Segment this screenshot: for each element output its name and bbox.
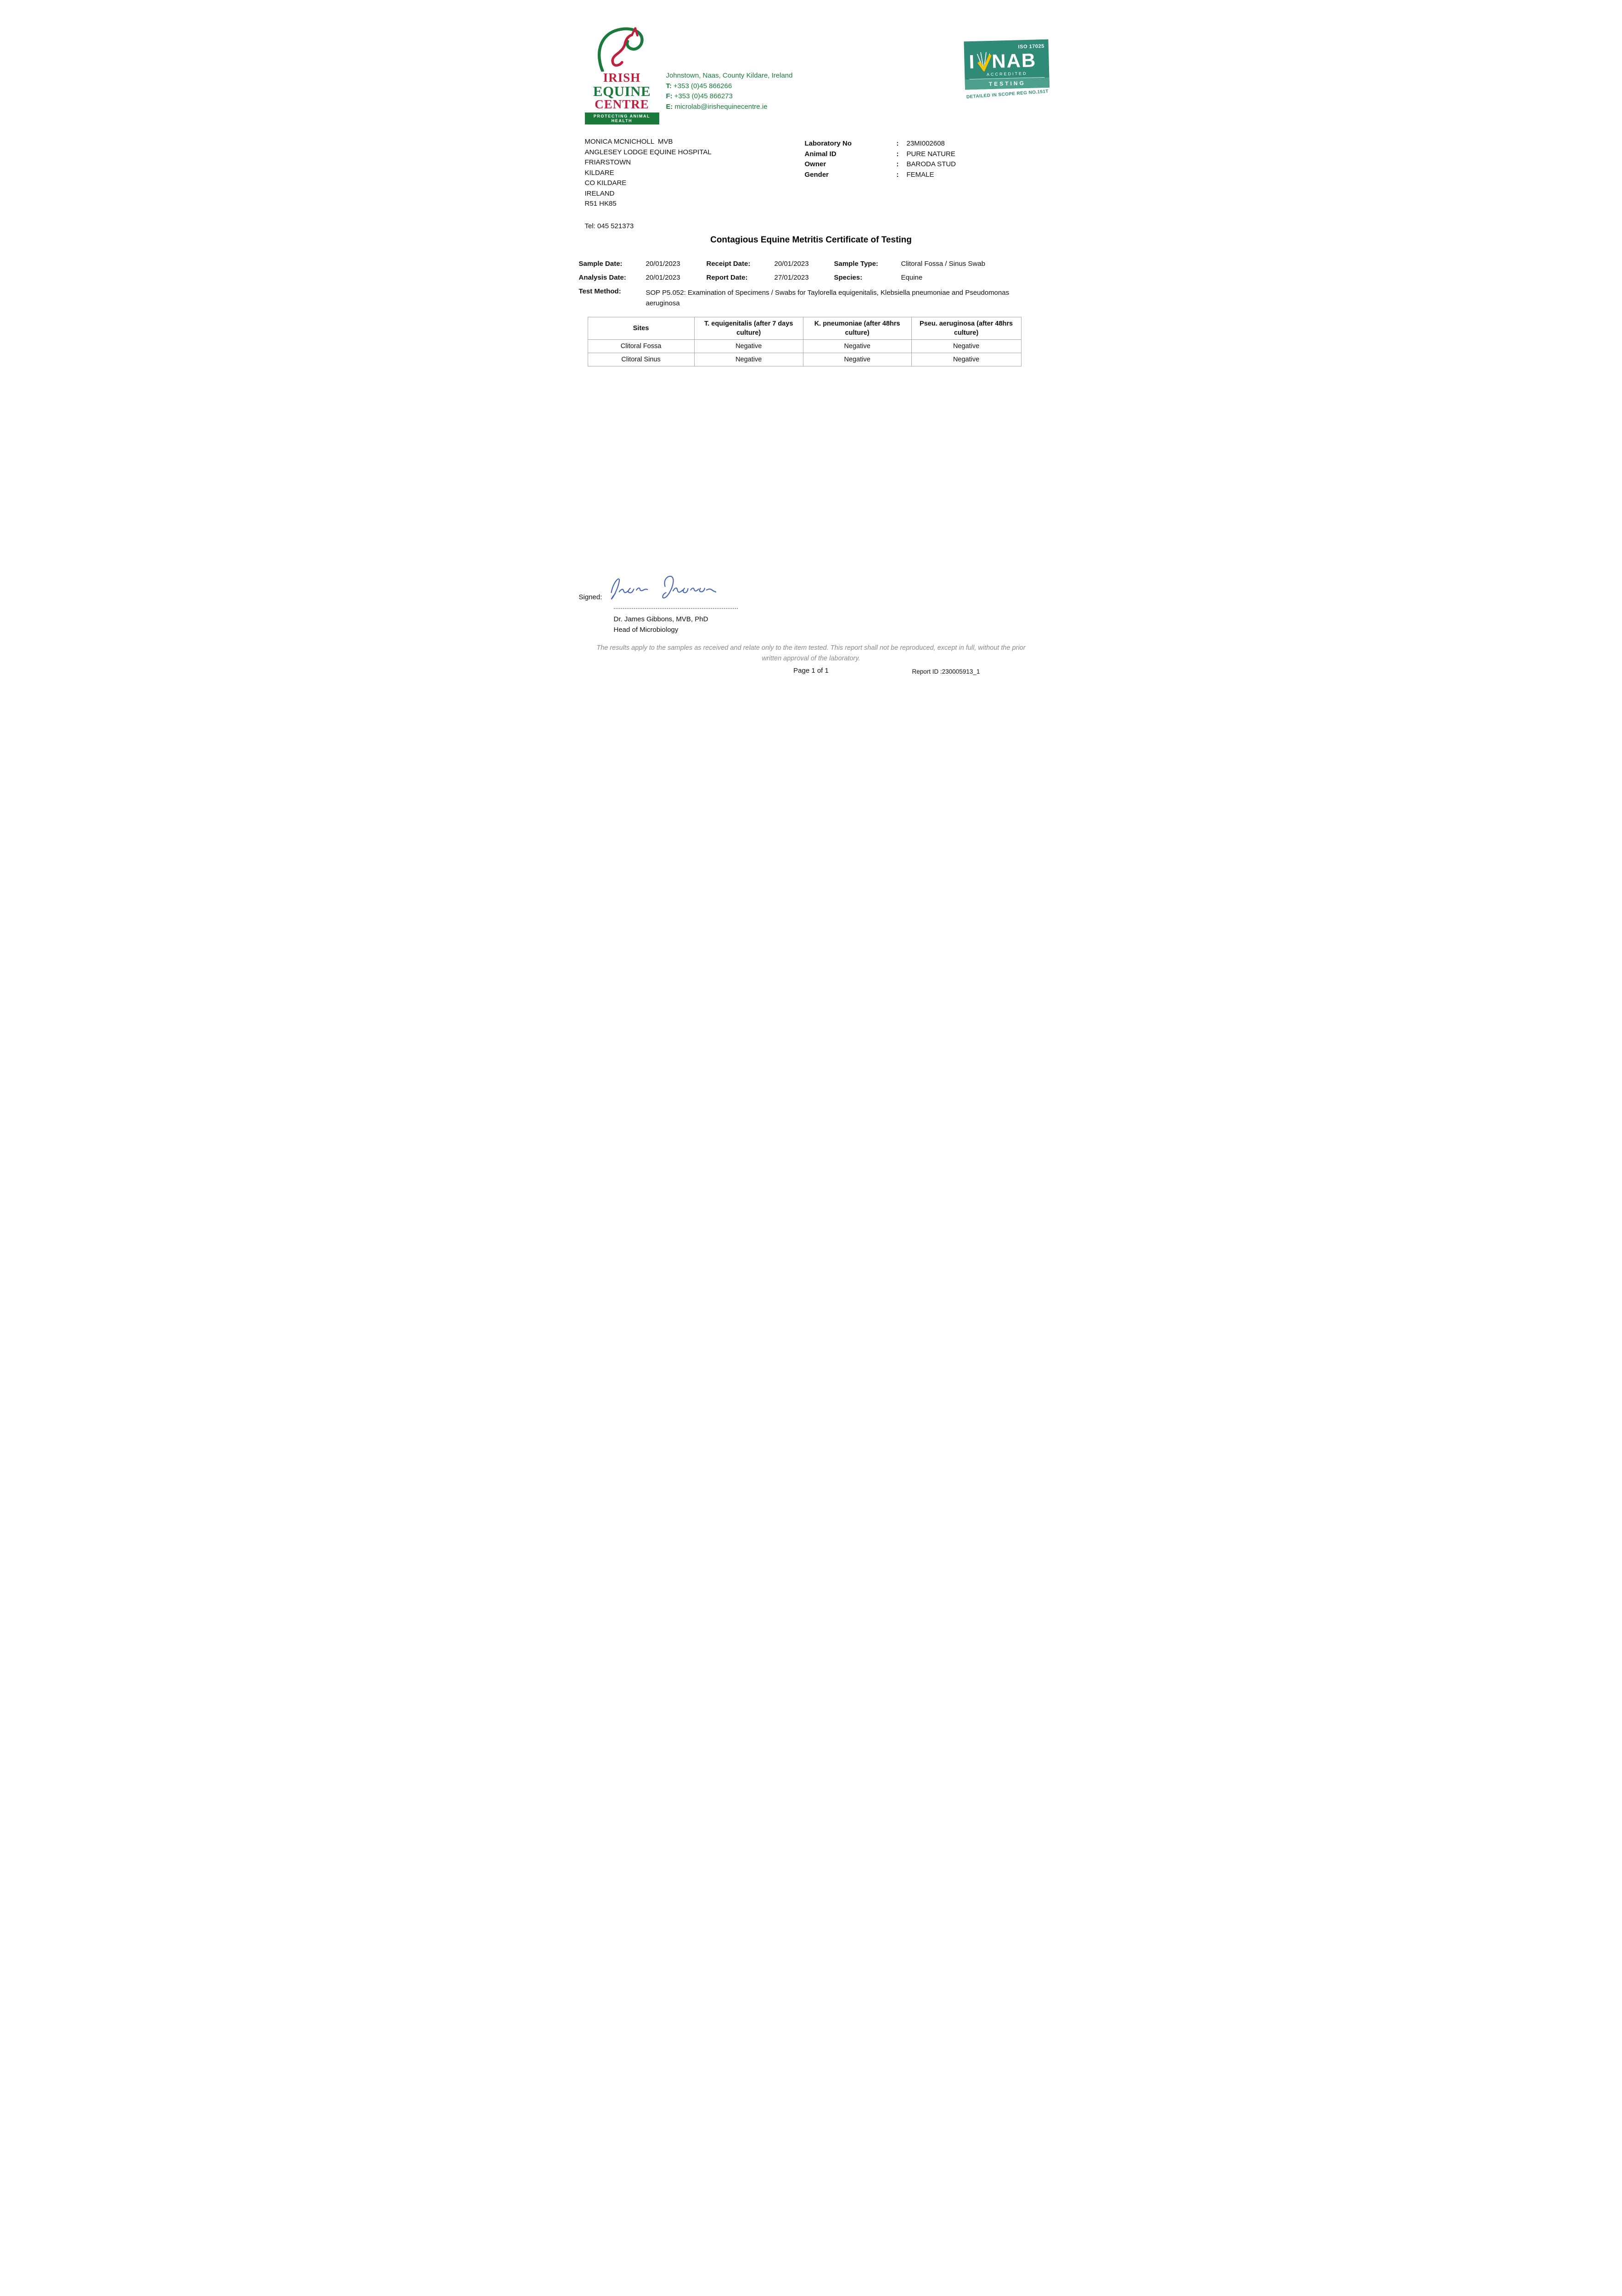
irish-equine-centre-logo	[585, 25, 659, 124]
gender-label: Gender	[804, 170, 829, 179]
iso-17025-label: ISO 17025	[1018, 43, 1044, 50]
report-id: Report ID :230005913_1	[912, 668, 980, 675]
header-pseu-aeruginosa: Pseu. aeruginosa (after 48hrs culture)	[911, 317, 1021, 340]
lab-email-line	[666, 102, 793, 113]
result-cell: Negative	[911, 340, 1021, 353]
logo-wordmark	[585, 72, 659, 111]
laboratory-no-label: Laboratory No	[804, 140, 852, 147]
scope-note: DETAILED IN SCOPE REG NO.151T	[966, 89, 1049, 100]
gender-value: FEMALE	[906, 170, 934, 179]
inab-letters-nab: NAB	[991, 49, 1037, 73]
logo-word-equine: EQUINE	[593, 83, 651, 99]
owner-row	[805, 159, 956, 170]
recipient-line: MONICA MCNICHOLL MVB	[584, 138, 673, 146]
sample-date-label: Sample Date:	[578, 260, 623, 268]
signatory-title: Head of Microbiology	[613, 626, 679, 634]
test-method-row	[579, 287, 1045, 309]
signatory-name: Dr. James Gibbons, MVB, PhD	[613, 615, 708, 623]
logo-word-irish: IRISH	[603, 71, 641, 84]
disclaimer-text: The results apply to the samples as received and relate only to the item tested. This report shall not be reproduced, except in full, without the prior written approval of the laboratory.	[596, 644, 1026, 662]
result-cell: Negative	[803, 340, 911, 353]
results-header-row	[588, 317, 1021, 340]
result-cell: Negative	[694, 353, 803, 366]
owner-label: Owner	[804, 160, 826, 168]
gender-row	[805, 170, 956, 180]
tel-value: +353 (0)45 866266	[673, 82, 732, 90]
signature-scribble	[606, 572, 716, 604]
sample-date-value: 20/01/2023	[645, 260, 680, 268]
certificate-page	[559, 0, 1064, 715]
inab-check-icon	[975, 51, 991, 72]
fax-value: +353 (0)45 866273	[674, 92, 733, 100]
results-table	[588, 317, 1021, 366]
sample-info-grid	[579, 260, 1045, 281]
logo-tagline: PROTECTING ANIMAL HEALTH	[585, 113, 659, 124]
accredited-label: ACCREDITED	[969, 71, 1044, 79]
email-label: E:	[666, 102, 673, 111]
recipient-address-block	[585, 137, 712, 231]
sample-type-label: Sample Type:	[834, 260, 878, 268]
testing-band-label: TESTING	[965, 78, 1050, 90]
laboratory-no-value: 23MI002608	[906, 140, 945, 147]
colon: :	[896, 150, 899, 158]
table-row	[588, 353, 1021, 366]
sample-info-section	[579, 260, 1045, 309]
lab-telephone-line	[666, 81, 793, 92]
species-label: Species:	[834, 274, 863, 281]
animal-id-row	[805, 149, 956, 160]
lab-fax-line	[666, 91, 793, 102]
report-date-value: 27/01/2023	[774, 274, 809, 281]
recipient-line: ANGLESEY LODGE EQUINE HOSPITAL	[584, 148, 712, 156]
certificate-title: Contagious Equine Metritis Certificate of Testing	[710, 235, 912, 245]
species-value: Equine	[901, 274, 923, 281]
case-details-block	[805, 139, 956, 180]
animal-id-value: PURE NATURE	[906, 150, 955, 158]
logo-word-centre: CENTRE	[595, 97, 649, 111]
recipient-line: R51 HK85	[584, 200, 617, 208]
inab-letter-i: I	[968, 51, 976, 73]
lab-contact-block	[666, 71, 793, 112]
receipt-date-label: Receipt Date:	[706, 260, 751, 268]
fax-label: F:	[666, 92, 673, 100]
result-cell: Negative	[911, 353, 1021, 366]
header-t-equigenitalis: T. equigenitalis (after 7 days culture)	[694, 317, 803, 340]
result-cell: Negative	[694, 340, 803, 353]
table-row	[588, 340, 1021, 353]
recipient-line: CO KILDARE	[584, 179, 627, 187]
email-value: microlab@irishequinecentre.ie	[674, 102, 768, 111]
header-sites: Sites	[588, 317, 694, 340]
tel-label: T:	[666, 82, 672, 90]
owner-value: BARODA STUD	[906, 160, 956, 168]
sample-type-value: Clitoral Fossa / Sinus Swab	[901, 260, 985, 268]
receipt-date-value: 20/01/2023	[774, 260, 809, 268]
lab-address: Johnstown, Naas, County Kildare, Ireland	[666, 72, 793, 79]
result-cell: Negative	[803, 353, 911, 366]
site-cell: Clitoral Sinus	[588, 353, 694, 366]
recipient-telephone: Tel: 045 521373	[584, 222, 634, 230]
colon: :	[896, 170, 899, 179]
inab-wordmark	[968, 50, 1044, 71]
inab-accreditation-logo	[964, 39, 1050, 98]
analysis-date-label: Analysis Date:	[578, 274, 626, 281]
signature-dotted-line	[614, 602, 738, 609]
analysis-date-value: 20/01/2023	[645, 274, 680, 281]
colon: :	[896, 140, 899, 147]
animal-id-label: Animal ID	[804, 150, 836, 158]
report-date-label: Report Date:	[706, 274, 748, 281]
site-cell: Clitoral Fossa	[588, 340, 694, 353]
header-k-pneumoniae: K. pneumoniae (after 48hrs culture)	[803, 317, 911, 340]
recipient-line: FRIARSTOWN	[584, 158, 631, 166]
recipient-line: KILDARE	[584, 169, 614, 177]
recipient-line: IRELAND	[584, 189, 615, 197]
test-method-label: Test Method:	[578, 287, 621, 295]
laboratory-no-row	[805, 139, 956, 149]
signed-label: Signed:	[578, 593, 602, 601]
colon: :	[896, 160, 899, 168]
inab-box	[964, 39, 1050, 90]
page-number: Page 1 of 1	[793, 667, 829, 675]
test-method-value: SOP P5.052: Examination of Specimens / Swabs for Taylorella equigenitalis, Klebsiella pneumoniae and Pseudomonas aeruginosa	[645, 289, 1010, 307]
horse-logo-icon	[588, 25, 657, 72]
results-table-section	[588, 317, 1021, 366]
